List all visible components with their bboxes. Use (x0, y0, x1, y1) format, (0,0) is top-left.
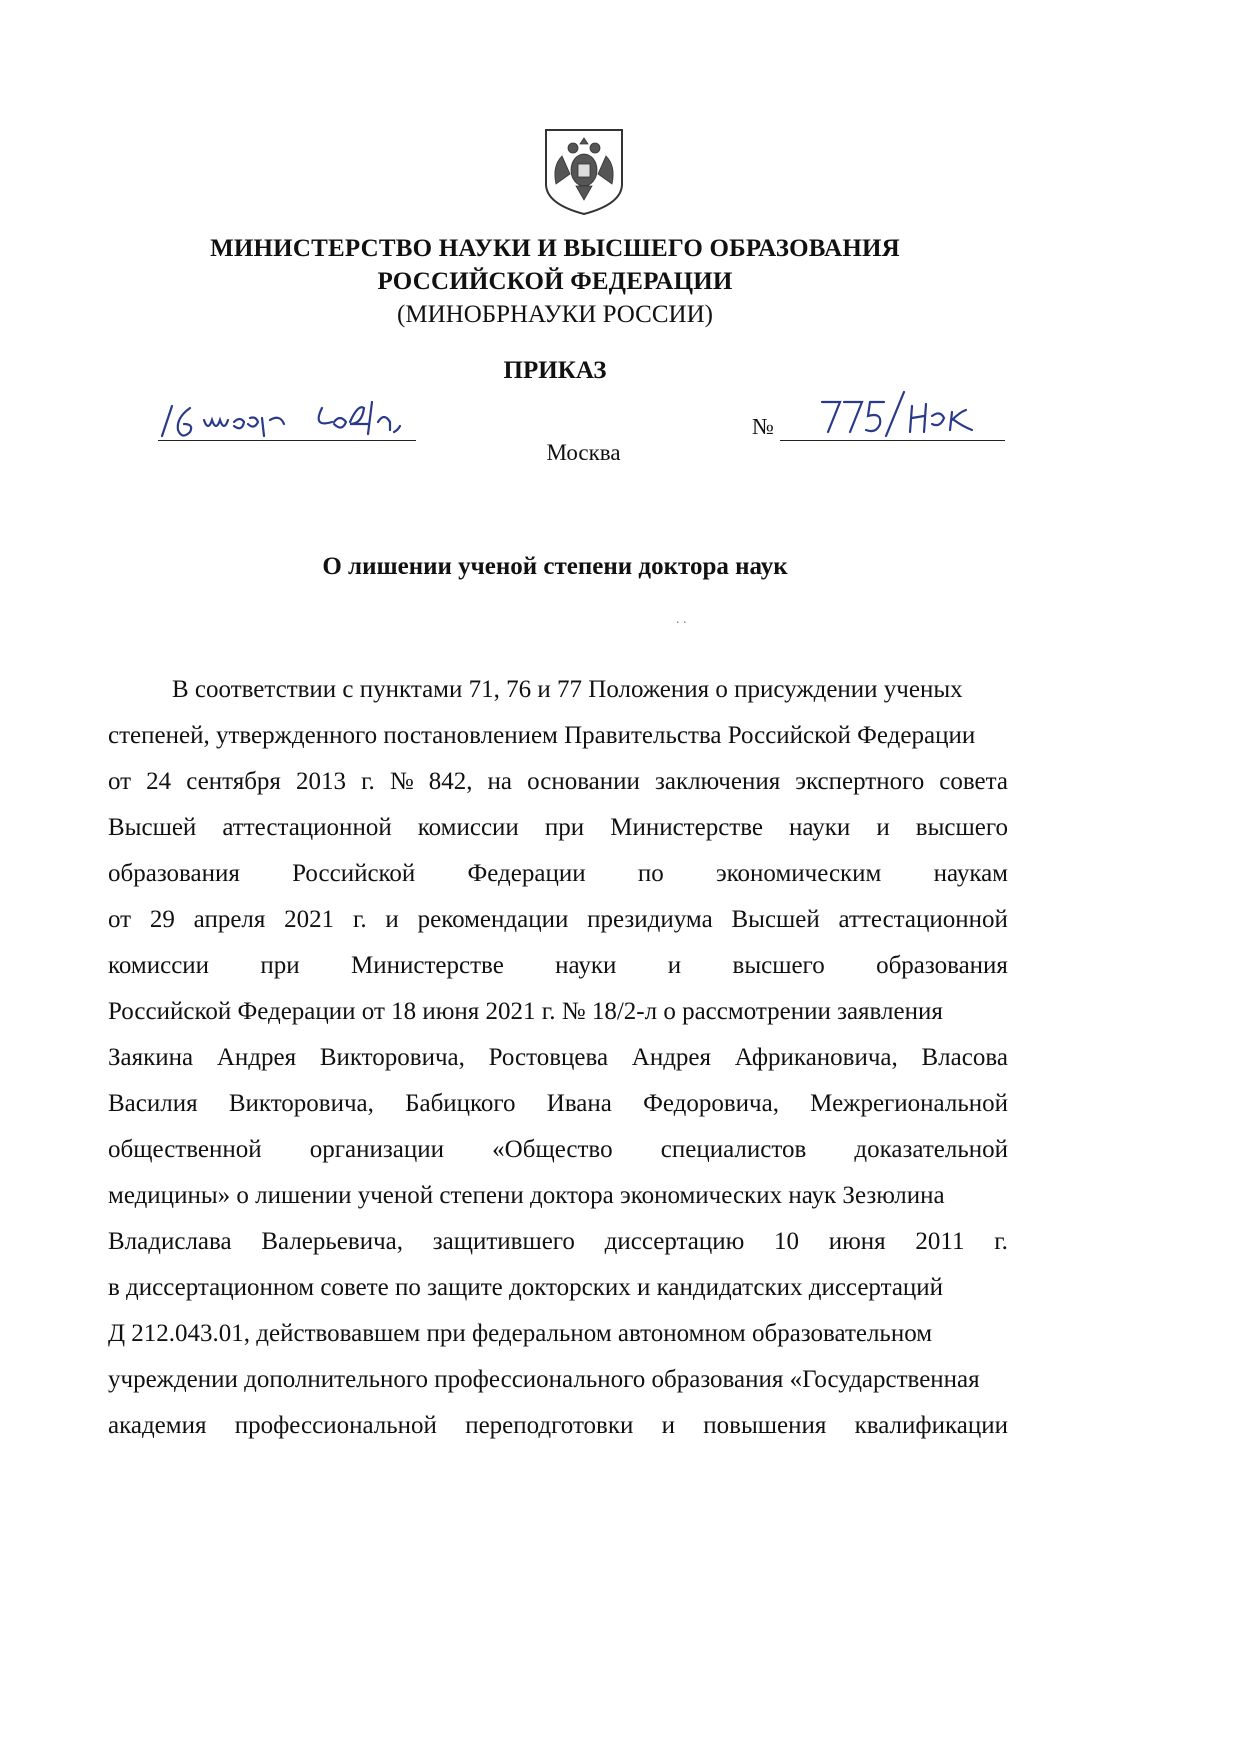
body-line: В соответствии с пунктами 71, 76 и 77 Положения о присуждении ученых (172, 676, 963, 703)
body-word: 24 (146, 768, 172, 795)
body-word: доказательной (854, 1136, 1008, 1163)
body-word: 2013 (296, 768, 346, 795)
body-word: г. (352, 906, 367, 933)
body-word: июня (828, 1228, 886, 1255)
body-word: аттестационной (222, 814, 392, 841)
body-word: высшего (732, 952, 825, 979)
body-word: экспертного (795, 768, 925, 795)
body-word: по (637, 860, 664, 887)
ministry-name-line2: РОССИЙСКОЙ ФЕДЕРАЦИИ (377, 268, 733, 295)
body-word: Василия (108, 1090, 198, 1117)
body-word: Бабицкого (405, 1090, 516, 1117)
body-word: 2021 (284, 906, 335, 933)
body-word: совета (939, 768, 1008, 795)
ministry-short-name: (МИНОБРНАУКИ РОССИИ) (397, 301, 713, 328)
scan-artifact: . . (676, 612, 687, 627)
body-word: Африкановича, (734, 1044, 898, 1071)
body-word: комиссии (108, 952, 210, 979)
coat-of-arms-emblem (540, 126, 628, 216)
body-word: Заякина (108, 1044, 194, 1071)
body-line (108, 854, 1008, 900)
body-word: образования (108, 860, 240, 887)
body-word: при (260, 952, 300, 979)
document-subject: О лишении ученой степени доктора наук (322, 553, 788, 580)
city-name: Москва (546, 440, 621, 465)
body-word: академия (108, 1412, 207, 1439)
body-word: квалификации (854, 1412, 1008, 1439)
body-word: общественной (108, 1136, 262, 1163)
body-word: и (385, 906, 399, 933)
body-word: Викторовича, (319, 1044, 465, 1071)
body-word: Валерьевича, (261, 1228, 403, 1255)
body-word: комиссии (417, 814, 519, 841)
body-word: на (487, 768, 513, 795)
body-word: № (389, 768, 414, 795)
body-word: рекомендации (417, 906, 569, 933)
body-line (108, 946, 1008, 992)
body-word: защитившего (432, 1228, 575, 1255)
body-word: переподготовки (465, 1412, 634, 1439)
body-word: основании (527, 768, 640, 795)
handwritten-order-number (808, 382, 1018, 446)
body-word: 10 (774, 1228, 800, 1255)
body-word: г. (361, 768, 375, 795)
body-line (108, 900, 1008, 946)
body-line: Д 212.043.01, действовавшем при федеральном автономном образовательном (108, 1320, 933, 1347)
body-word: Ростовцева (488, 1044, 609, 1071)
body-word: организации (309, 1136, 444, 1163)
body-line (108, 1130, 1008, 1176)
body-word: заключения (654, 768, 781, 795)
body-word: президиума (587, 906, 713, 933)
body-word: диссертацию (604, 1228, 745, 1255)
body-word: Владислава (108, 1228, 232, 1255)
body-word: 842, (428, 768, 473, 795)
handwritten-date (146, 388, 466, 448)
body-line: степеней, утвержденного постановлением Правительства Российской Федерации (108, 722, 976, 749)
body-word: науки (789, 814, 851, 841)
body-word: экономическим (715, 860, 882, 887)
body-word: специалистов (660, 1136, 807, 1163)
body-line: учреждении дополнительного профессионального образования «Государственная (108, 1366, 980, 1393)
body-word: профессиональной (234, 1412, 437, 1439)
body-word: «Общество (492, 1136, 613, 1163)
body-word: Высшей (108, 814, 197, 841)
body-word: Ивана (546, 1090, 612, 1117)
ministry-name-line1: МИНИСТЕРСТВО НАУКИ И ВЫСШЕГО ОБРАЗОВАНИЯ (210, 235, 900, 262)
body-word: Межрегиональной (810, 1090, 1008, 1117)
body-word: при (544, 814, 585, 841)
number-label: № (752, 414, 774, 439)
body-word: Андрея (216, 1044, 297, 1071)
document-type-title: ПРИКАЗ (503, 357, 607, 384)
body-word: 29 (149, 906, 175, 933)
body-word: Министерстве (610, 814, 763, 841)
body-word: и (876, 814, 890, 841)
body-line: Российской Федерации от 18 июня 2021 г. № 18/2-л о рассмотрении заявления (108, 998, 943, 1025)
body-line (108, 1084, 1008, 1130)
body-word: высшего (915, 814, 1008, 841)
body-word: от (108, 768, 132, 795)
document-body (108, 670, 1008, 1452)
body-word: апреля (193, 906, 266, 933)
body-word: образования (876, 952, 1008, 979)
body-word: 2011 (915, 1228, 965, 1255)
body-word: повышения (703, 1412, 827, 1439)
body-line: в диссертационном совете по защите докторских и кандидатских диссертаций (108, 1274, 944, 1301)
body-word: Российской (292, 860, 416, 887)
body-word: Высшей (731, 906, 820, 933)
body-line: медицины» о лишении ученой степени доктора экономических наук Зезюлина (108, 1182, 945, 1209)
body-line (108, 762, 1008, 808)
body-word: г. (994, 1228, 1008, 1255)
body-word: Федоровича, (643, 1090, 779, 1117)
body-word: Власова (921, 1044, 1008, 1071)
body-word: Федерации (467, 860, 586, 887)
body-line (108, 808, 1008, 854)
body-word: сентября (186, 768, 281, 795)
body-word: аттестационной (838, 906, 1008, 933)
body-word: наукам (933, 860, 1008, 887)
body-word: от (108, 906, 132, 933)
body-word: Викторовича, (228, 1090, 374, 1117)
body-line (108, 1038, 1008, 1084)
body-word: Министерстве (351, 952, 504, 979)
body-word: науки (555, 952, 617, 979)
body-line (108, 1406, 1008, 1452)
body-word: и (667, 952, 682, 979)
body-word: Андрея (631, 1044, 712, 1071)
body-word: и (661, 1412, 676, 1439)
body-line (108, 1222, 1008, 1268)
